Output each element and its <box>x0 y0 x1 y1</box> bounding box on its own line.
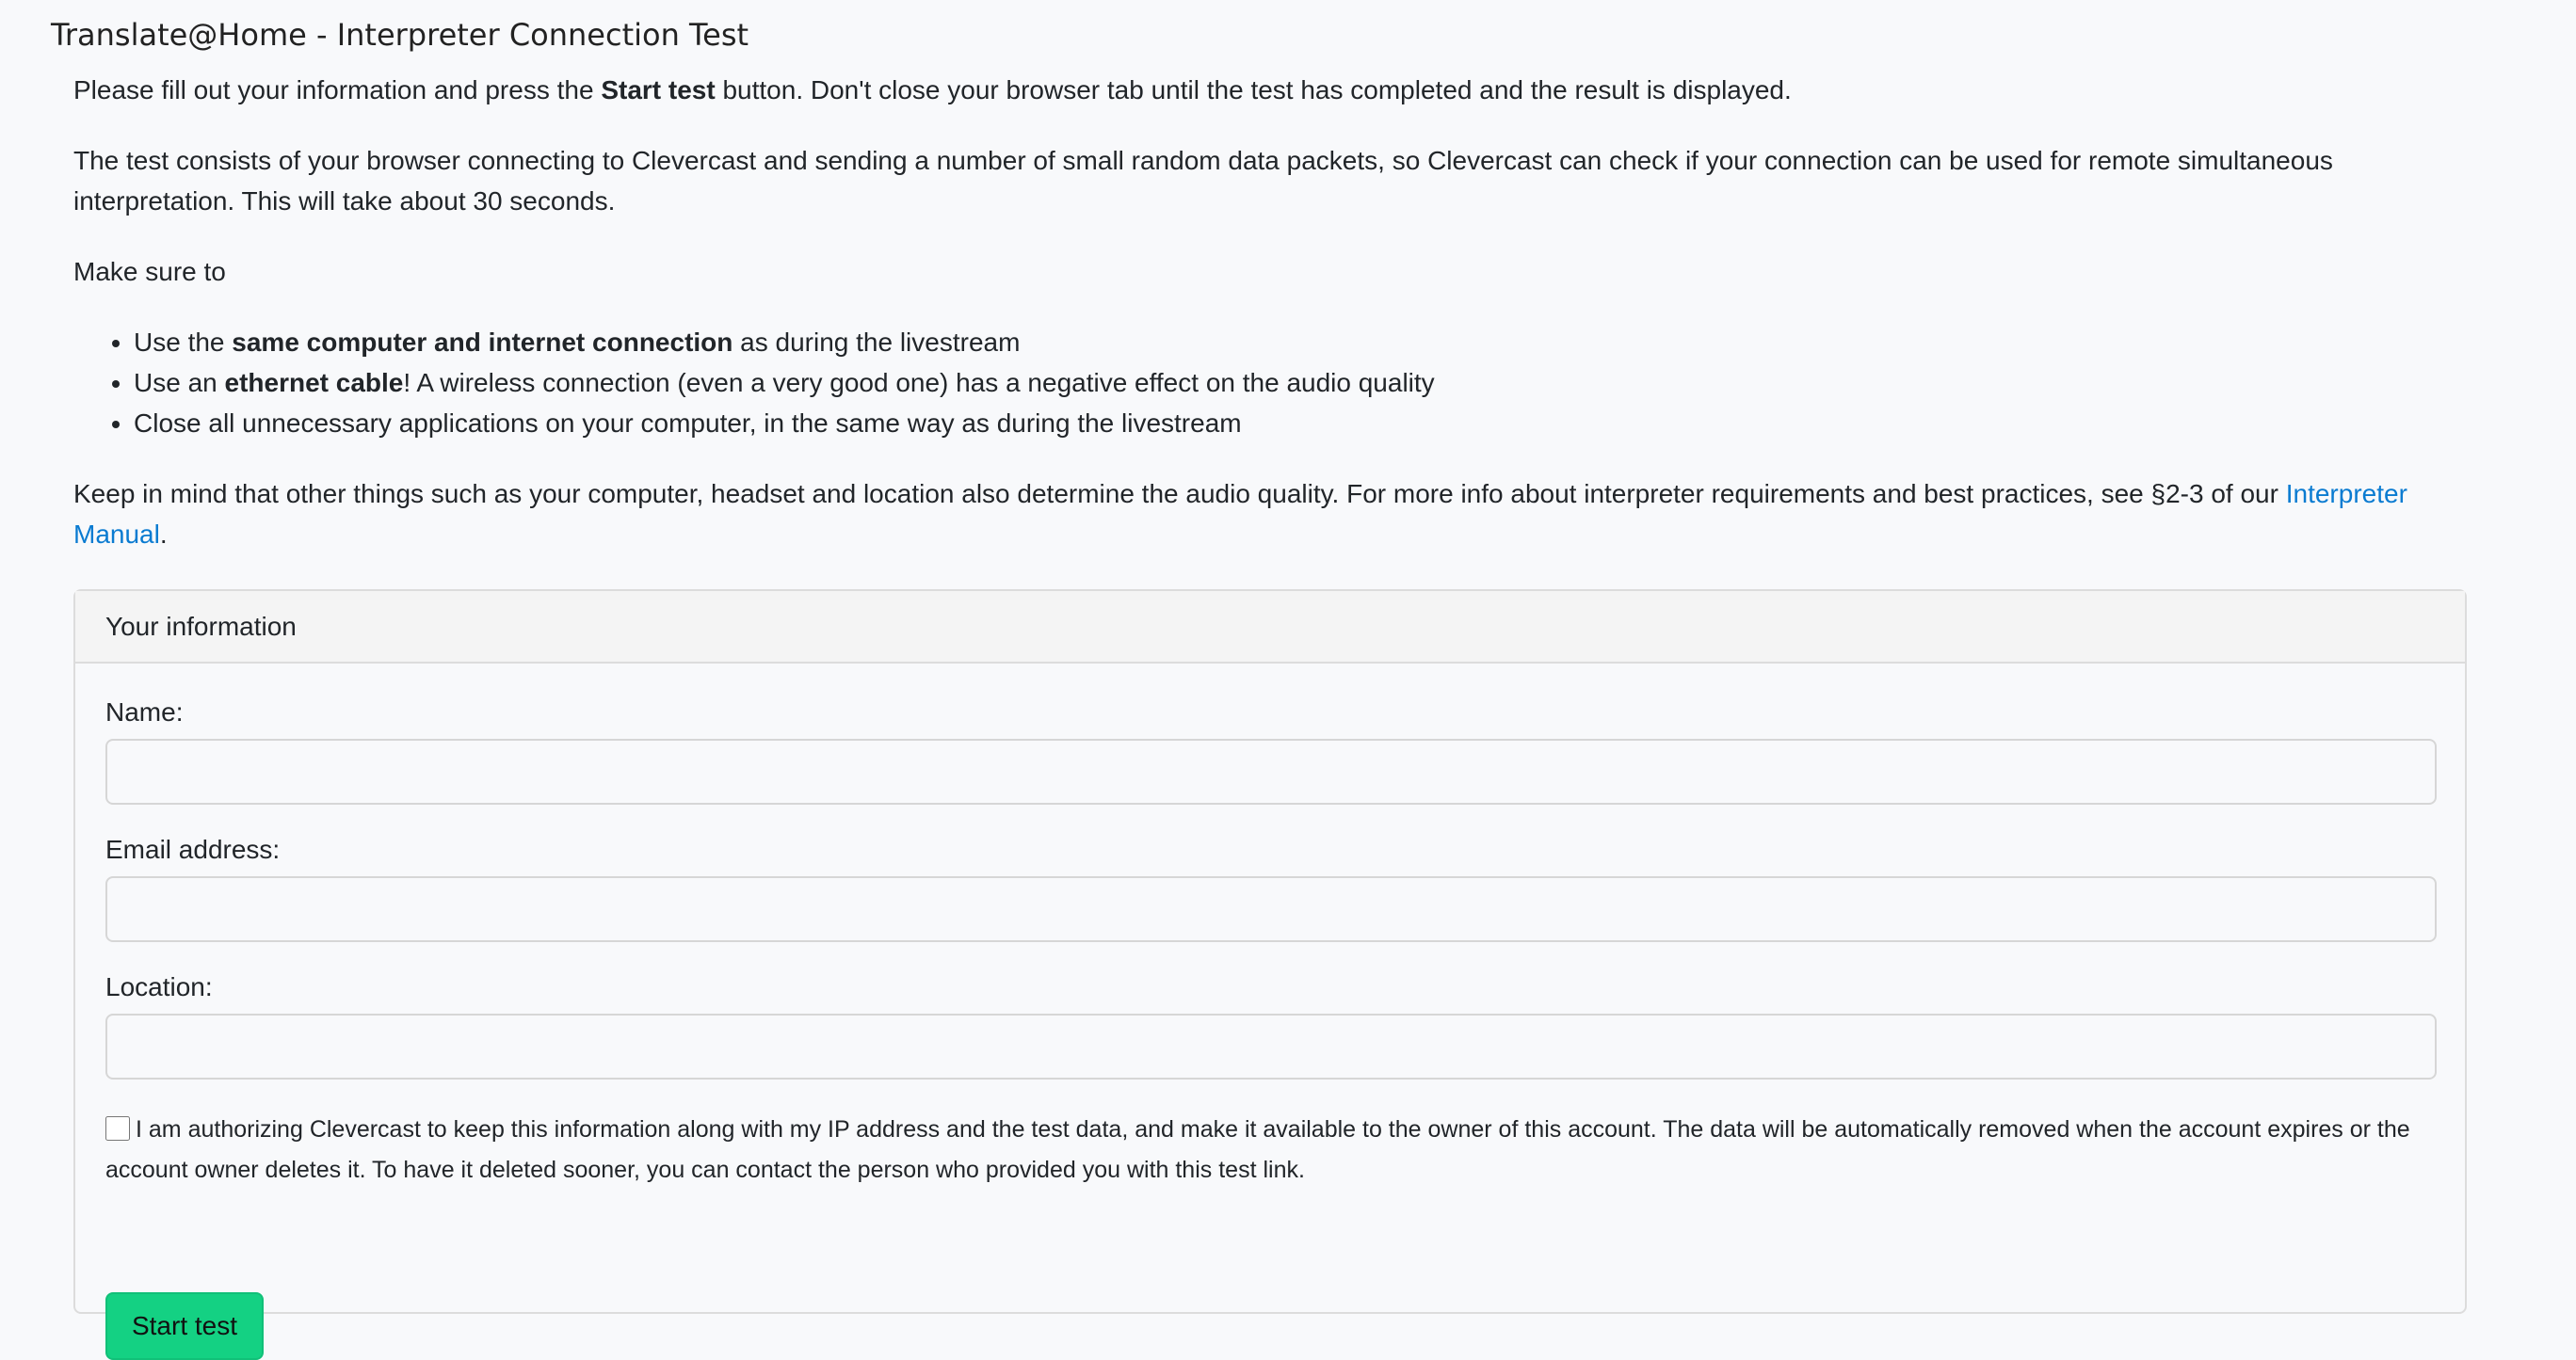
consent-text: I am authorizing Clevercast to keep this information along with my IP address and the test data, and make it available to the owner of this account. The data will be automatically removed when the account expires or the account owner deletes it. To have it deleted sooner, you can contact the person who provided you with this test link. <box>105 1116 2410 1183</box>
requirements-list <box>73 322 2470 443</box>
consent-row <box>105 1110 2431 1191</box>
email-input[interactable] <box>105 876 2437 942</box>
location-input[interactable] <box>105 1014 2437 1080</box>
intro-paragraph-3: Make sure to <box>73 257 226 286</box>
name-group <box>105 696 2437 805</box>
instructions <box>73 70 2470 584</box>
list-item: • Close all unnecessary applications on your computer, in the same way as during the livestream <box>134 403 2470 443</box>
consent-checkbox[interactable] <box>105 1116 130 1141</box>
name-label: Name: <box>105 697 184 727</box>
interpreter-manual-link[interactable]: Interpreter Manual <box>73 479 2407 549</box>
list-item: • Use the same computer and internet connection as during the livestream <box>134 322 2470 362</box>
location-label: Location: <box>105 972 213 1001</box>
intro-paragraph-1: Please fill out your information and press the Start test button. Don't close your browser tab until the test has completed and the result is displayed. <box>73 75 1792 104</box>
name-input[interactable] <box>105 739 2437 805</box>
list-item: • Use an ethernet cable! A wireless connection (even a very good one) has a negative effect on the audio quality <box>134 362 2470 403</box>
your-information-card <box>73 589 2467 1340</box>
intro-paragraph-4: Keep in mind that other things such as your computer, headset and location also determine the audio quality. For more info about interpreter requirements and best practices, see §2-3 of our Interpreter Manual. <box>73 479 2407 549</box>
email-label: Email address: <box>105 835 281 864</box>
page-title: Translate@Home - Interpreter Connection Test <box>51 17 749 53</box>
email-group <box>105 833 2437 942</box>
start-test-button[interactable]: Start test <box>105 1292 264 1360</box>
intro-paragraph-2: The test consists of your browser connecting to Clevercast and sending a number of small random data packets, so Clevercast can check if your connection can be used for remote simultaneous interpretation. This will take about 30 seconds. <box>73 146 2333 216</box>
card-header: Your information <box>75 591 2465 664</box>
location-group <box>105 970 2437 1080</box>
